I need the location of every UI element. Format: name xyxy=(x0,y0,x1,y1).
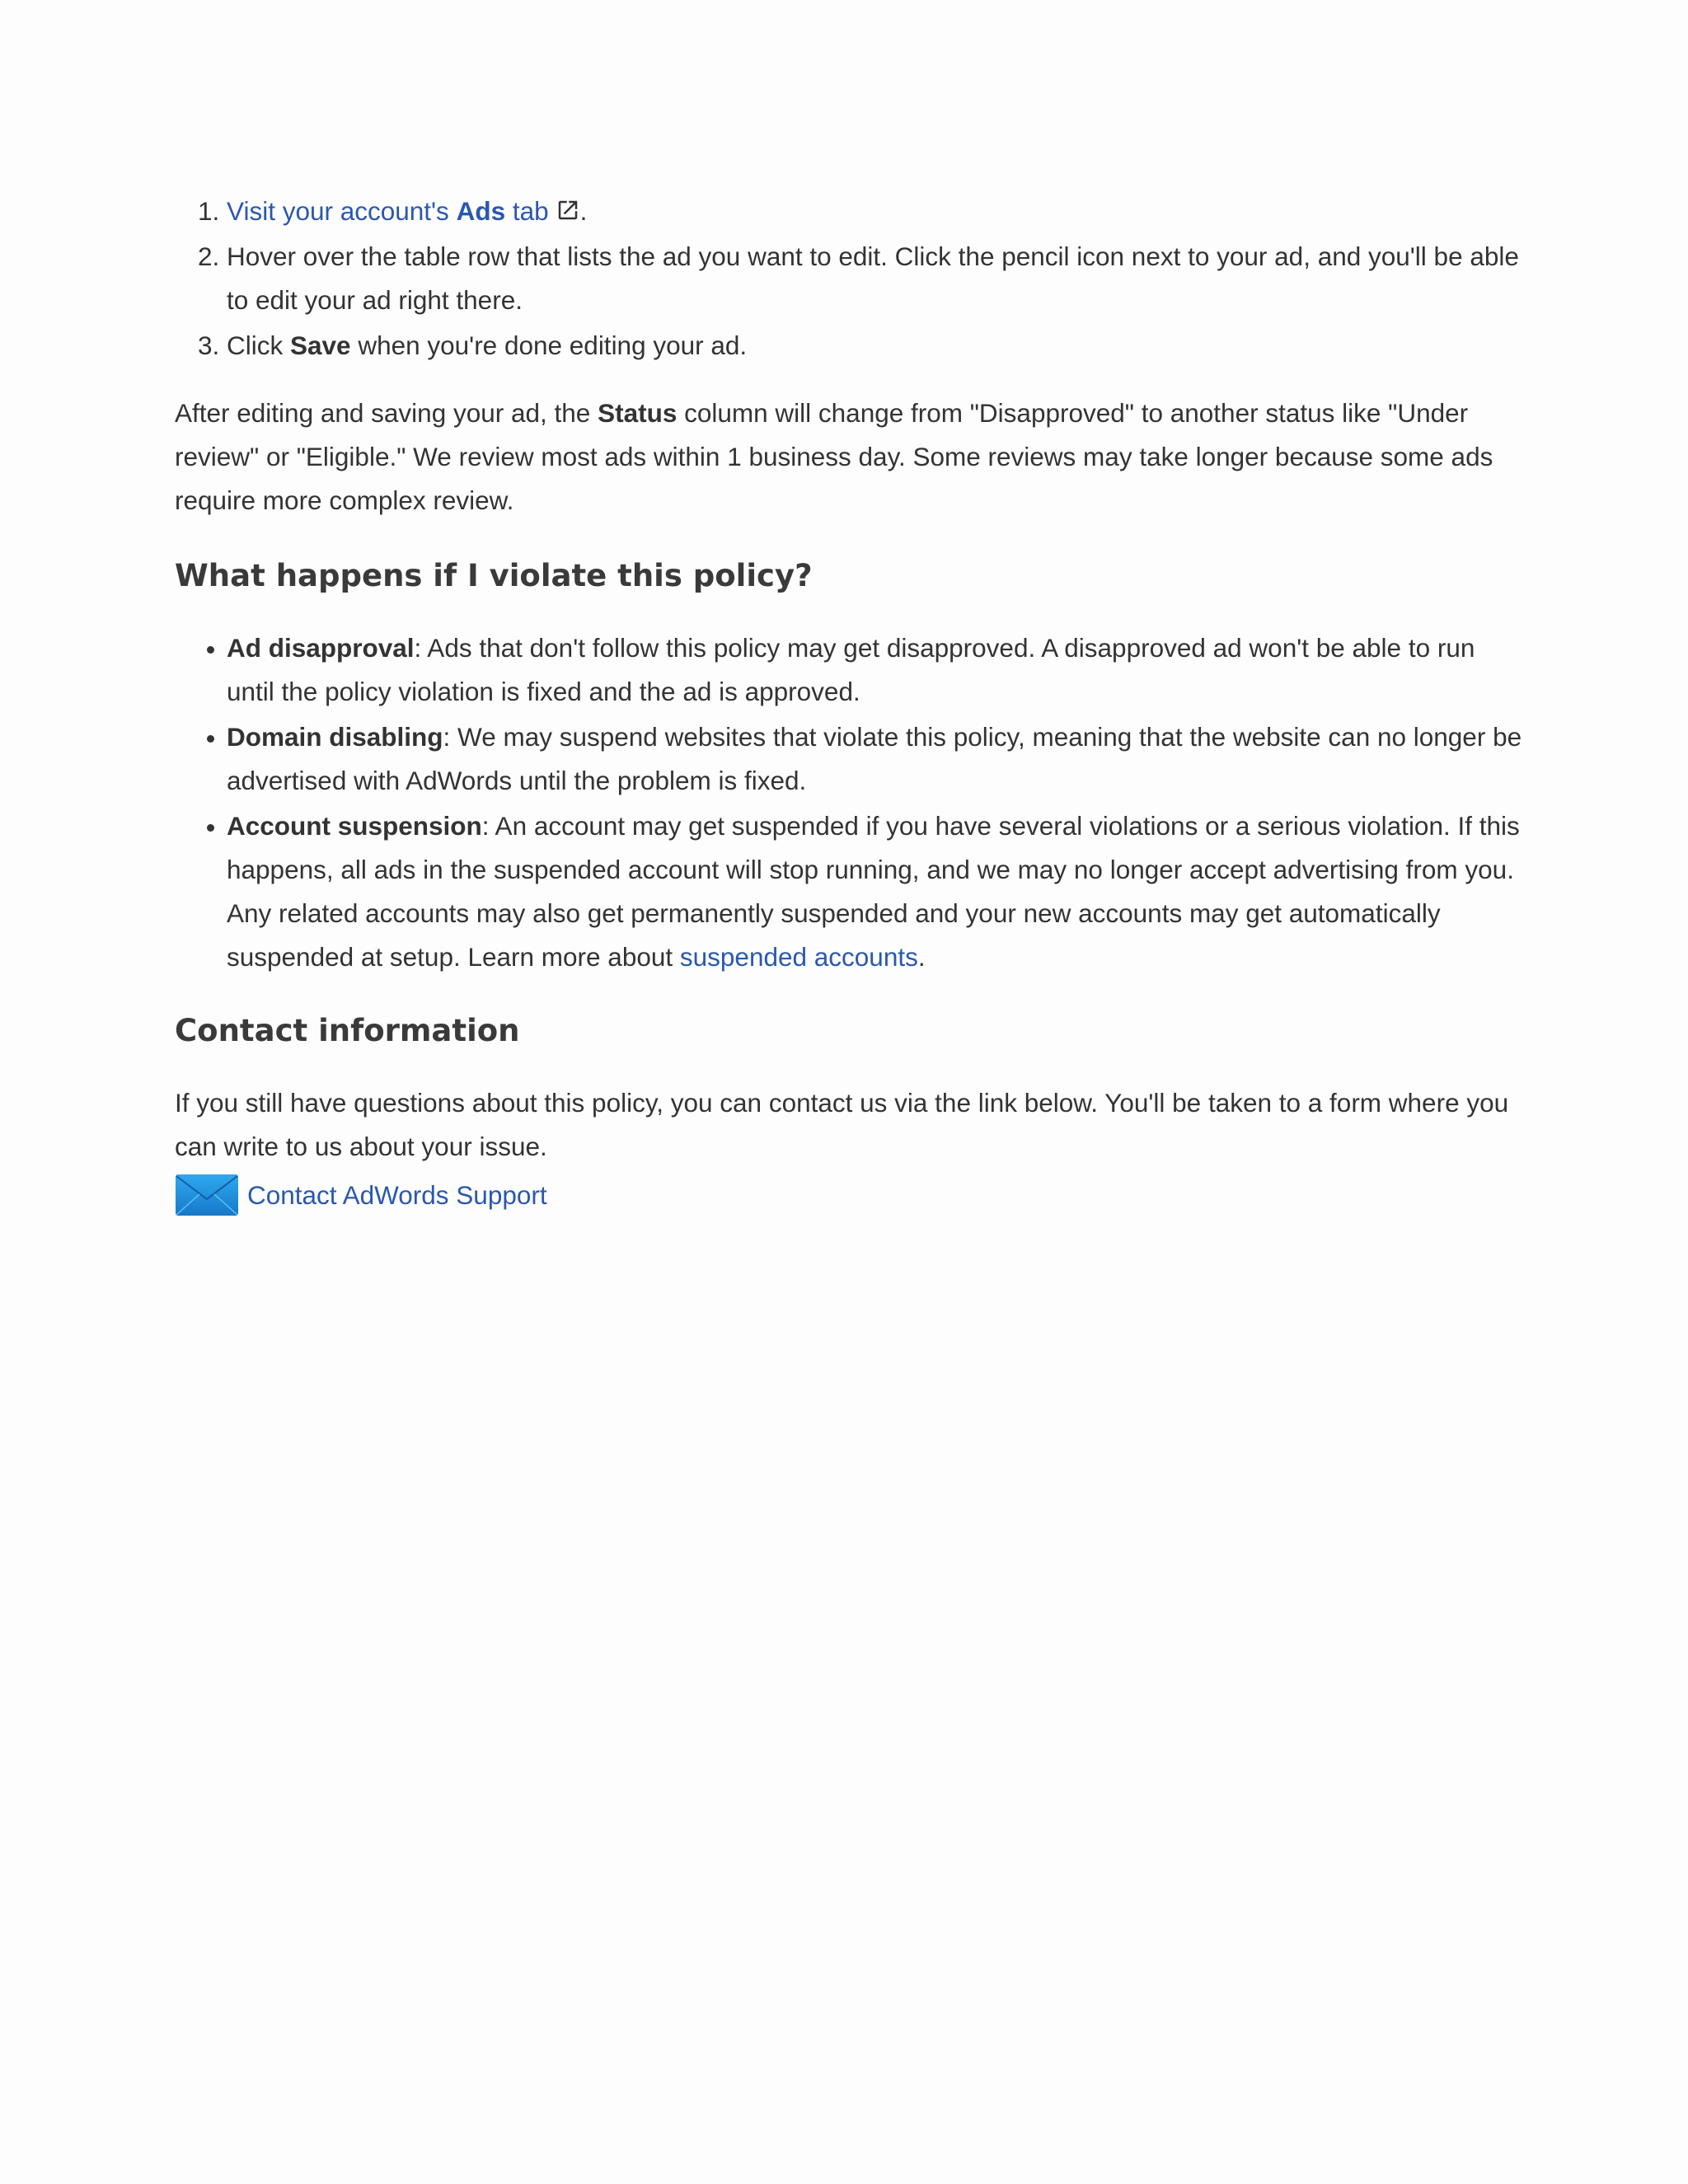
consequences-list xyxy=(175,626,1526,979)
envelope-icon[interactable] xyxy=(175,1174,239,1216)
contact-support-link[interactable]: Contact AdWords Support xyxy=(247,1179,547,1210)
policy-content xyxy=(175,190,1526,1218)
after-edit-post: column will change from "Disapproved" to another status like "Under review" or "Eligible." We review most ads within 1 business day. Some reviews may take longer because some ads require more complex review. xyxy=(175,398,1493,515)
status-term: Status xyxy=(598,398,678,428)
consequence-tail: . xyxy=(917,942,926,972)
contact-heading: Contact information xyxy=(175,1013,520,1048)
edit-steps-list xyxy=(175,190,1526,368)
suspended-accounts-link[interactable]: suspended accounts xyxy=(679,942,918,972)
save-term: Save xyxy=(290,330,351,360)
step-3-post: when you're done editing your ad. xyxy=(350,330,748,360)
consequence-text: : We may suspend websites that violate this policy, meaning that the website can no longer be advertised with AdWords until the problem is fixed. xyxy=(227,722,1522,795)
step-item xyxy=(227,235,1526,322)
consequence-text: : An account may get suspended if you have several violations or a serious violation. If this happens, all ads in the suspended account will stop running, and we may no longer accept advertising from you. Any related accounts may also get permanently suspended and your new accounts may get automatically suspended at setup. Learn more about xyxy=(227,811,1520,972)
step-item xyxy=(227,324,1526,368)
violate-heading: What happens if I violate this policy? xyxy=(175,558,813,593)
ads-tab-link-bold: Ads xyxy=(456,196,506,226)
step-1-tail: . xyxy=(579,196,588,226)
ads-tab-link[interactable] xyxy=(227,196,580,226)
consequence-item xyxy=(227,804,1526,979)
consequence-term: Ad disapproval xyxy=(227,633,415,663)
consequence-item xyxy=(227,715,1526,803)
contact-paragraph: If you still have questions about this policy, you can contact us via the link below. You'll be taken to a form where you can write to us about your issue. xyxy=(175,1088,1509,1161)
ads-tab-link-post: tab xyxy=(505,196,549,226)
step-item xyxy=(227,190,1526,233)
after-edit-paragraph xyxy=(175,391,1526,523)
contact-support-row xyxy=(175,1172,1526,1218)
external-link-icon[interactable] xyxy=(556,198,580,223)
ads-tab-link-pre: Visit your account's xyxy=(227,196,457,226)
consequence-term: Domain disabling xyxy=(227,722,443,752)
step-2-text: Hover over the table row that lists the ad you want to edit. Click the pencil icon next to your ad, and you'll be able to edit your ad right there. xyxy=(227,241,1519,315)
consequence-item xyxy=(227,626,1526,714)
consequence-text: : Ads that don't follow this policy may get disapproved. A disapproved ad won't be able to run until the policy violation is fixed and the ad is approved. xyxy=(227,633,1475,706)
consequence-term: Account suspension xyxy=(227,811,482,841)
after-edit-pre: After editing and saving your ad, the xyxy=(175,398,598,428)
step-3-pre: Click xyxy=(227,330,290,360)
